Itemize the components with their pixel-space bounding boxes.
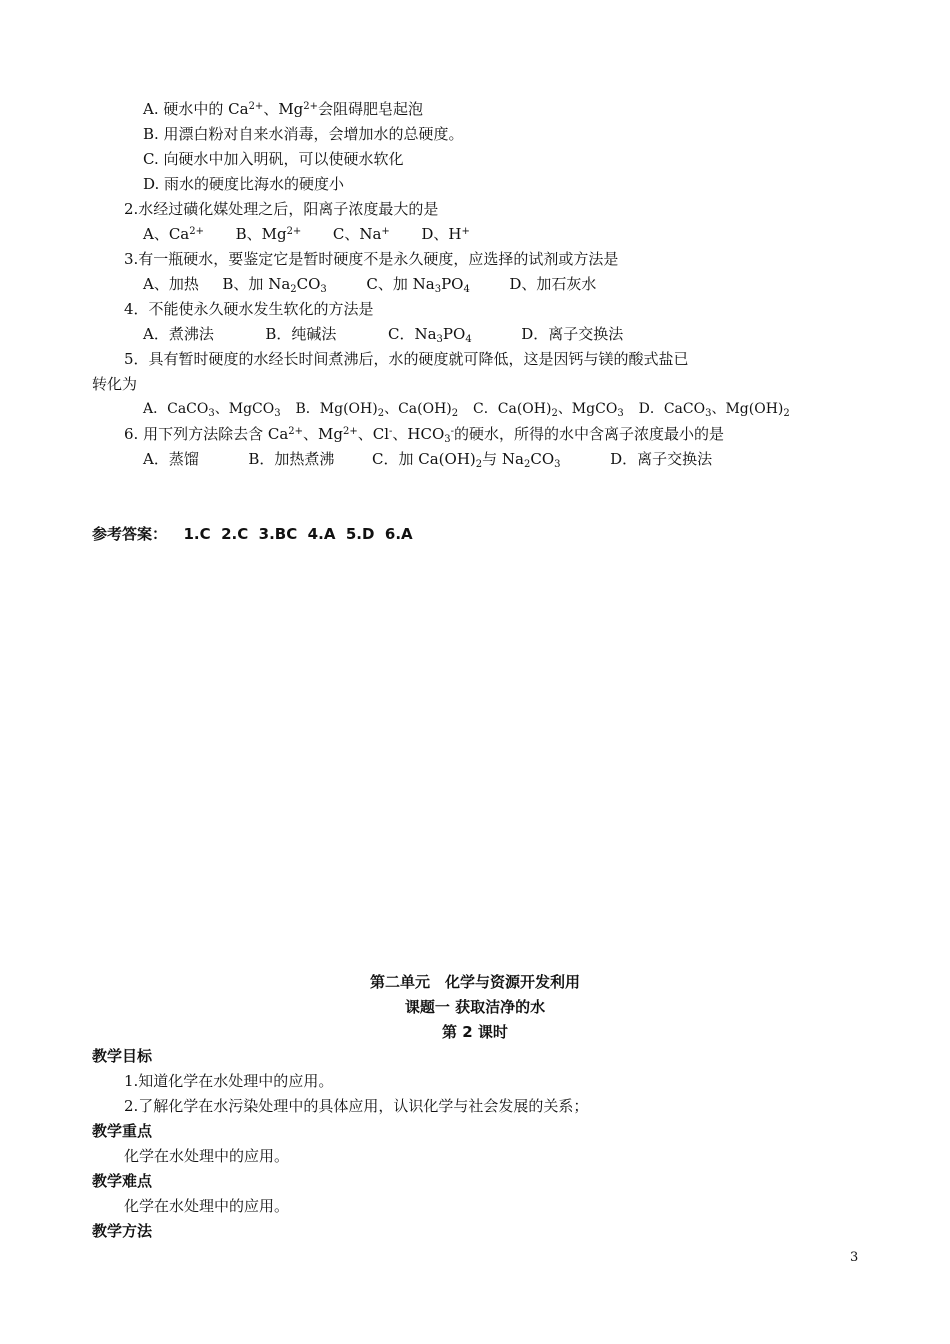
q3-option-d: D、加石灰水: [509, 275, 597, 293]
q4-option-d: D．离子交换法: [521, 325, 624, 343]
q1-option-b: B. 用漂白粉对自来水消毒，会增加水的总硬度。: [143, 125, 464, 143]
q5-option-d: D．CaCO$_3$、$Mg(OH)_2$: [638, 401, 790, 419]
answers-label: 参考答案：: [92, 525, 168, 543]
q5-stem-line1: 5．具有暂时硬度的水经长时间煮沸后，水的硬度就可降低，这是因钙与镁的酸式盐已: [124, 350, 689, 368]
q2-option-c: C、Na+: [332, 225, 390, 243]
q5-options: [143, 399, 790, 419]
q2-option-a: A、$Ca^{2+}$: [143, 225, 205, 243]
q3-options: [143, 274, 596, 294]
lesson-title: 课题一 获取洁净的水: [404, 998, 546, 1016]
q6-options: [143, 449, 712, 469]
objectives-heading: 教学目标: [92, 1047, 153, 1065]
q4-option-c: C．$Na_3PO_4$: [388, 325, 472, 345]
answers-text: 1.C 2.C 3.BC 4.A 5.D 6.A: [183, 525, 413, 543]
q4-option-b: B．纯碱法: [265, 325, 337, 343]
q6-option-a: A．蒸馏: [143, 450, 199, 468]
q6-option-c: C．加 $Ca(OH)_2$与 $Na_2CO_3$: [372, 450, 561, 470]
difficulties-text: 化学在水处理中的应用。: [124, 1197, 290, 1215]
unit-title: 第二单元 化学与资源开发利用: [369, 973, 580, 991]
period-title: 第 2 课时: [442, 1023, 508, 1041]
q6-option-b: B．加热煮沸: [248, 450, 335, 468]
q3-option-b: B、加 $Na_2CO_3$: [222, 275, 327, 295]
q2-options: [143, 224, 470, 244]
q5-option-b: B．$Mg(OH)_2$、$Ca(OH)_2$: [295, 401, 459, 419]
page-number: 3: [850, 1250, 859, 1265]
q1-option-c: C. 向硬水中加入明矾，可以使硬水软化: [143, 150, 404, 168]
q2-option-d: D、H+: [421, 225, 470, 243]
q2-option-b: B、$Mg^{2+}$: [235, 225, 302, 243]
q6-stem: 6. 用下列方法除去含 $Ca^{2+}$、$Mg^{2+}$、Cl-、$HCO_3^-$的硬水，所得的水中含离子浓度最小的是: [124, 425, 725, 445]
reference-answers: [92, 524, 413, 544]
q4-options: [143, 324, 623, 344]
q3-option-a: A、加热: [143, 275, 199, 293]
key-points-heading: 教学重点: [92, 1122, 153, 1140]
q4-option-a: A．煮沸法: [143, 325, 214, 343]
q1-option-d: D. 雨水的硬度比海水的硬度小: [143, 175, 345, 193]
q1-option-a: A. 硬水中的 $Ca^{2+}$、$Mg^{2+}$会阻碍肥皂起泡: [143, 100, 424, 118]
q5-stem-line2: 转化为: [92, 375, 138, 393]
q5-option-c: C．$Ca(OH)_2$、MgCO$_3$: [473, 401, 624, 419]
q3-stem: 3.有一瓶硬水，要鉴定它是暂时硬度不是永久硬度，应选择的试剂或方法是: [124, 250, 619, 268]
methods-heading: 教学方法: [92, 1222, 153, 1240]
q4-stem: 4．不能使永久硬水发生软化的方法是: [124, 300, 374, 318]
key-points-text: 化学在水处理中的应用。: [124, 1147, 290, 1165]
objective-item-2: 2.了解化学在水污染处理中的具体应用，认识化学与社会发展的关系；: [124, 1097, 589, 1115]
q3-option-c: C、加 $Na_3PO_4$: [366, 275, 470, 295]
difficulties-heading: 教学难点: [92, 1172, 153, 1190]
q5-option-a: A．CaCO$_3$、MgCO$_3$: [143, 401, 281, 419]
q6-option-d: D．离子交换法: [610, 450, 713, 468]
objective-item-1: 1.知道化学在水处理中的应用。: [124, 1072, 334, 1090]
q2-stem: 2.水经过磺化媒处理之后，阳离子浓度最大的是: [124, 200, 439, 218]
